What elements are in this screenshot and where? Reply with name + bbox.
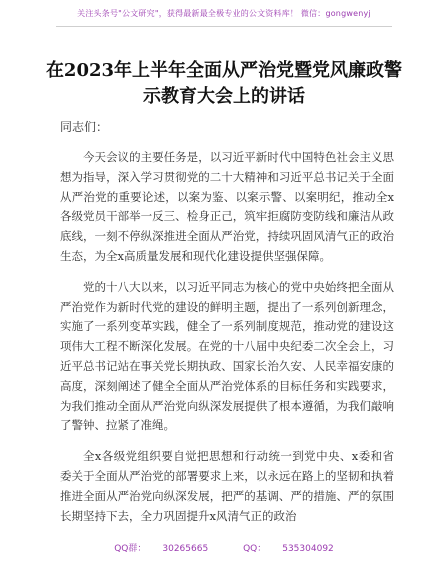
footer-contact bbox=[0, 541, 448, 554]
qq-group-number: 30265665 bbox=[162, 544, 209, 554]
paragraph: 今天会议的主要任务是，以习近平新时代中国特色社会主义思想为指导，深入学习贯彻党的二十大精神和习近平总书记关于全面从严治党的重要论述，以案为鉴、以案示警、以案明纪，推动全x各级党员干部举一反三、检身正己，筑牢拒腐防变防线和廉洁从政底线，一刻不停纵深推进全面从严治党，持续巩固风清气正的政治生态，为全x高质量发展和现代化建设提供坚强保障。 bbox=[60, 150, 394, 263]
qq-number: 535304092 bbox=[282, 544, 334, 554]
paragraph: 党的十八大以来，以习近平同志为核心的党中央始终把全面从严治党作为新时代党的建设的鲜明主题，提出了一系列创新理念，实施了一系列变革实践，健全了一系列制度规范，推动党的建设这项伟大工程不断深化发展。在党的十八届中央纪委二次全会上，习近平总书记站在事关党长期执政、国家长治久安、人民幸福安康的高度，深刻阐述了健全全面从严治党体系的目标任务和实践要求，为我们推动全面从严治党向纵深发展提供了根本遵循，为我们敲响了警钟、拉紧了准绳。 bbox=[60, 279, 394, 433]
header-divider bbox=[56, 26, 392, 27]
document-body bbox=[60, 148, 394, 537]
header-promo-note: 关注头条号"公文研究"，获得最新最全极专业的公文资料库！ 微信：gongwenyj bbox=[77, 9, 371, 18]
qq-label: QQ： bbox=[243, 544, 267, 554]
document-title: 在2023年上半年全面从严治党暨党风廉政警示教育大会上的讲话 bbox=[45, 60, 403, 107]
salutation: 同志们： bbox=[60, 120, 109, 134]
footer-qq bbox=[235, 544, 342, 554]
qq-group-label: QQ群： bbox=[114, 544, 147, 554]
paragraph: 全x各级党组织要自觉把思想和行动统一到党中央、x委和省委关于全面从严治党的部署要求上来，以永远在路上的坚韧和执着推进全面从严治党向纵深发展，把严的基调、严的措施、严的氛围长期坚持下去，全力巩固提升x风清气正的政治 bbox=[60, 449, 394, 523]
footer-qq-group bbox=[106, 544, 216, 554]
